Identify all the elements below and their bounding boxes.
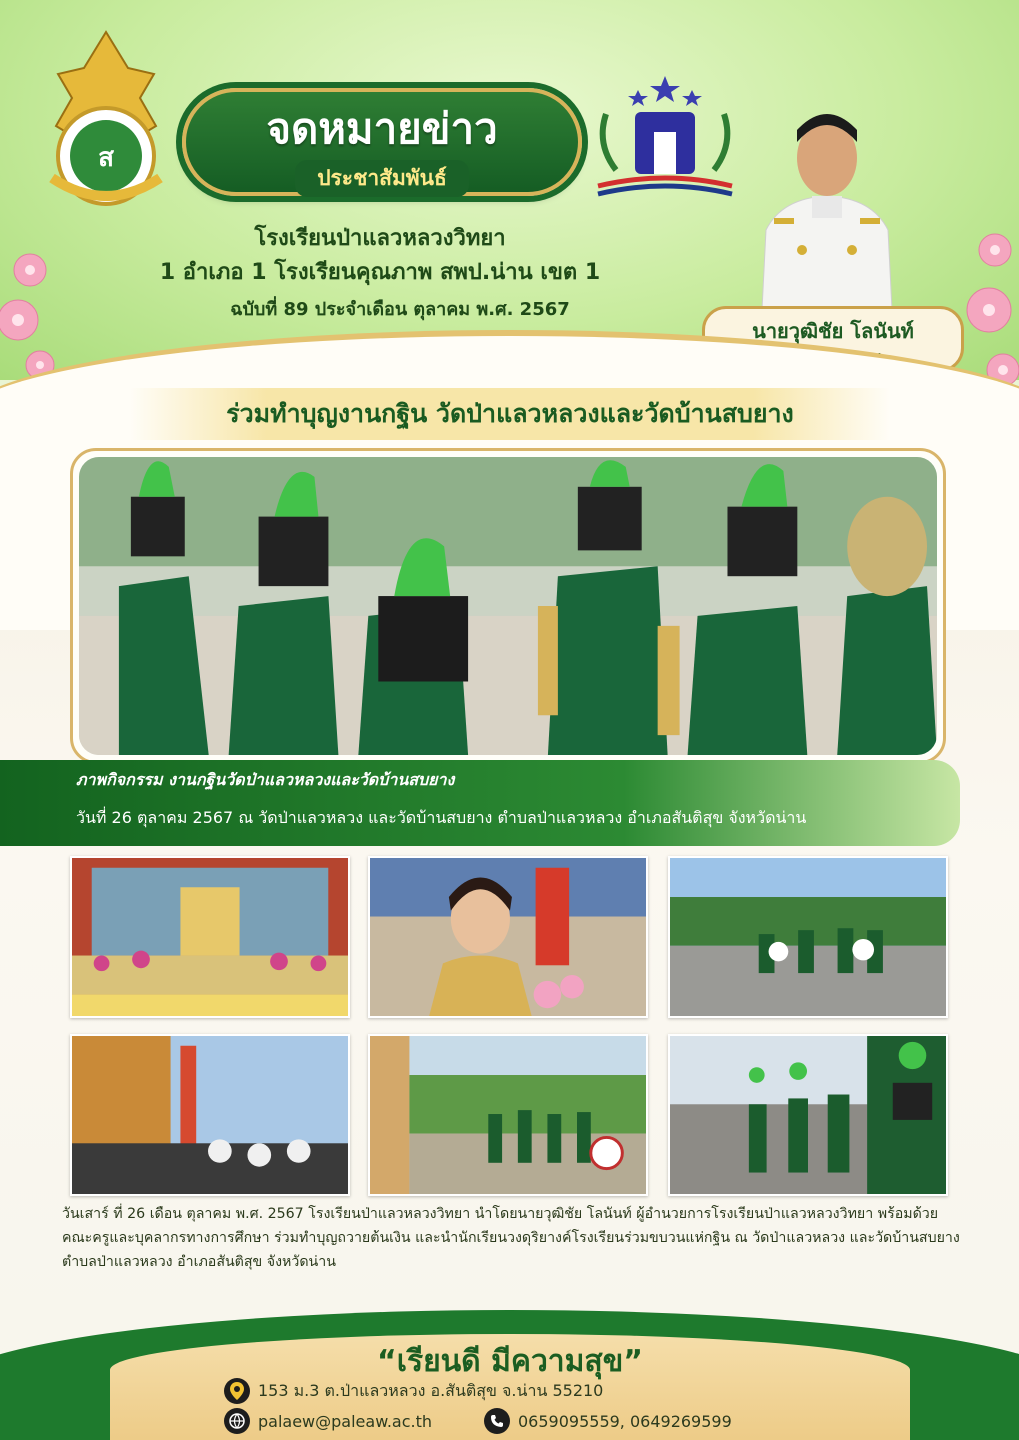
- gallery-photo-temple-offerings: [70, 856, 350, 1018]
- school-name: โรงเรียนป่าแลวหลวงวิทยา: [254, 226, 506, 251]
- director-photo: [752, 100, 902, 310]
- newsletter-title-banner: [182, 88, 582, 196]
- school-subtitle: 1 อำเภอ 1 โรงเรียนคุณภาพ สพป.น่าน เขต 1: [159, 260, 601, 285]
- location-pin-icon: [224, 1378, 250, 1404]
- gallery-photo-band-temple-yard: [368, 1034, 648, 1196]
- address-row: [224, 1378, 603, 1404]
- gallery-photo-band-procession: [668, 1034, 948, 1196]
- headline: ร่วมทำบุญงานกฐิน วัดป่าแลวหลวงและวัดบ้านสบยาง: [226, 399, 794, 428]
- photo-gallery: [70, 856, 950, 1196]
- news-body-text: วันเสาร์ ที่ 26 เดือน ตุลาคม พ.ศ. 2567 โรงเรียนป่าแลวหลวงวิทยา นำโดยนายวุฒิชัย โลนันท์ ผู้อำนวยการโรงเรียนป่าแลวหลวงวิทยา พร้อมด้วยคณะครูและบุคลากรทางการศึกษา ร่วมทำบุญถวายต้นเงิน และนำนักเรียนวงดุริยางค์โรงเรียนร่วมขบวนแห่กฐิน ณ วัดป่าแลวหลวง และวัดบ้านสบยาง ตำบลป่าแลวหลวง อำเภอสันติสุข จังหวัดน่าน: [62, 1206, 960, 1270]
- issue-line: ฉบับที่ 89 ประจำเดือน ตุลาคม พ.ศ. 2567: [230, 299, 570, 320]
- svg-text:ส: ส: [98, 143, 114, 173]
- caption-title: ภาพกิจกรรม งานกฐินวัดป่าแลวหลวงและวัดบ้านสบยาง: [76, 770, 455, 789]
- caption-detail: วันที่ 26 ตุลาคม 2567 ณ วัดป่าแลวหลวง และวัดบ้านสบยาง ตำบลป่าแลวหลวง อำเภอสันติสุข จังหวัดน่าน: [76, 808, 807, 827]
- pink-flower-left-decoration: [0, 230, 70, 390]
- school-slogan: “เรียนดี มีความสุข”: [377, 1344, 643, 1379]
- main-photo-marching-band: [79, 457, 937, 755]
- newsletter-title: จดหมายข่าว: [266, 104, 498, 153]
- newsletter-subtitle: ประชาสัมพันธ์: [295, 160, 469, 197]
- main-photo-frame: [70, 448, 946, 764]
- email-text[interactable]: palaew@paleaw.ac.th: [258, 1411, 432, 1431]
- phone-row[interactable]: [484, 1408, 732, 1434]
- globe-icon: [224, 1408, 250, 1434]
- school-emblem-logo: [36, 28, 176, 218]
- gallery-photo-woman-portrait: [368, 856, 648, 1018]
- gallery-photo-temple-crowd: [70, 1034, 350, 1196]
- gallery-photo-band-road: [668, 856, 948, 1018]
- address-text: 153 ม.3 ต.ป่าแลวหลวง อ.สันติสุข จ.น่าน 55210: [258, 1380, 604, 1400]
- email-row[interactable]: [224, 1408, 432, 1434]
- phone-text[interactable]: 0659095559, 0649269599: [518, 1411, 732, 1431]
- phone-icon: [484, 1408, 510, 1434]
- headline-bar: [130, 388, 890, 440]
- obec-logo: [590, 74, 740, 204]
- director-name: นายวุฒิชัย โลนันท์: [752, 319, 914, 343]
